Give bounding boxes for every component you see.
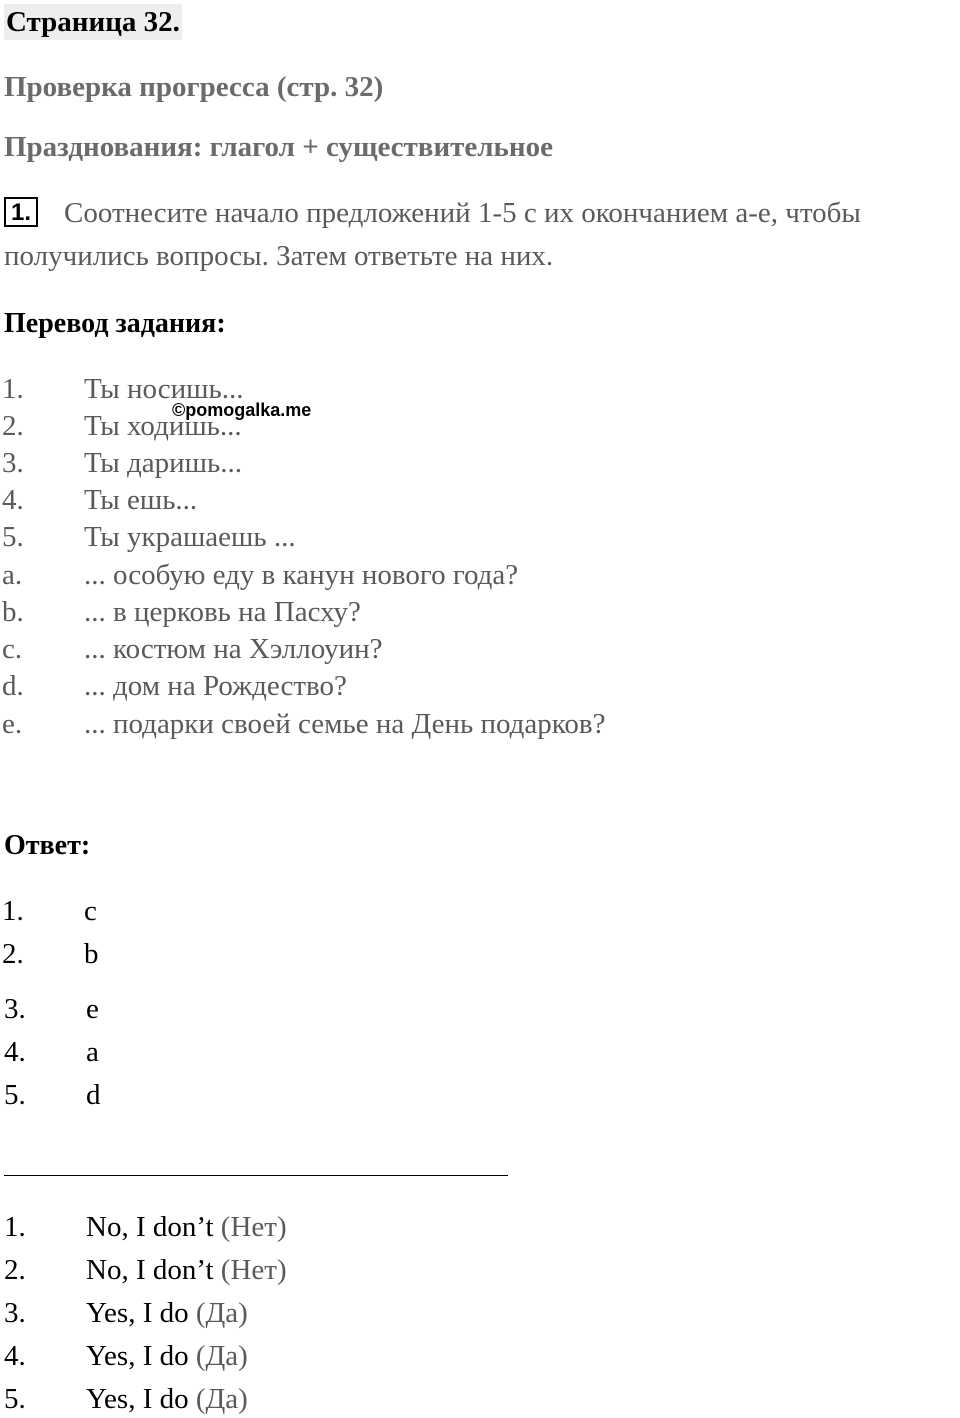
- item-text: ... костюм на Хэллоуин?: [84, 633, 383, 665]
- answer-text: Yes, I do: [86, 1340, 189, 1372]
- item-number: 1.: [4, 1211, 26, 1243]
- item-letter: d.: [2, 670, 24, 702]
- watermark: ©pomogalka.me: [172, 400, 312, 420]
- answer-letter: a: [86, 1036, 99, 1068]
- item-text: Ты ходишь...: [84, 410, 242, 442]
- answer-letter: c: [84, 895, 97, 927]
- answer-translation: (Да): [195, 1383, 248, 1415]
- task-instruction-line-1: Соотнесите начало предложений 1-5 с их окончанием a-e, чтобы: [64, 197, 861, 229]
- item-number: 4.: [4, 1340, 26, 1372]
- item-number: 1.: [2, 895, 24, 927]
- item-number: 1.: [2, 373, 24, 405]
- task-number-badge: 1.: [4, 197, 38, 227]
- item-text: ... особую еду в канун нового года?: [84, 559, 519, 591]
- answer-letter: d: [86, 1079, 101, 1111]
- page-title: Страница 32.: [6, 6, 180, 38]
- item-text: Ты даришь...: [84, 447, 242, 479]
- task-instruction-line-2: получились вопросы. Затем ответьте на них.: [4, 240, 554, 272]
- item-number: 3.: [4, 1297, 26, 1329]
- item-number: 2.: [2, 938, 24, 970]
- item-text: Ты носишь...: [84, 373, 244, 405]
- answer-text: No, I don’t: [86, 1254, 214, 1286]
- subsection-title: Празднования: глагол + существительное: [4, 131, 553, 163]
- item-letter: c.: [2, 633, 23, 665]
- answer-translation: (Нет): [220, 1254, 287, 1286]
- item-text: Ты украшаешь ...: [84, 521, 296, 553]
- item-number: 5.: [4, 1383, 26, 1415]
- item-number: 4.: [2, 484, 24, 516]
- answer-text: No, I don’t: [86, 1211, 214, 1243]
- answer-heading: Ответ:: [4, 830, 91, 861]
- item-number: 3.: [2, 447, 24, 479]
- answer-letter: b: [84, 938, 99, 970]
- answer-letter: e: [86, 993, 99, 1025]
- answer-translation: (Да): [195, 1340, 248, 1372]
- divider: [4, 1175, 508, 1176]
- item-number: 2.: [2, 410, 24, 442]
- item-number: 5.: [2, 521, 24, 553]
- item-letter: b.: [2, 596, 24, 628]
- item-text: ... подарки своей семье на День подарков?: [84, 708, 606, 740]
- translation-heading: Перевод задания:: [4, 308, 226, 339]
- answer-translation: (Да): [195, 1297, 248, 1329]
- answer-text: Yes, I do: [86, 1383, 189, 1415]
- item-text: Ты ешь...: [84, 484, 198, 516]
- answer-translation: (Нет): [220, 1211, 287, 1243]
- item-text: ... в церковь на Пасху?: [84, 596, 361, 628]
- section-title: Проверка прогресса (стр. 32): [4, 71, 384, 103]
- item-letter: e.: [2, 708, 23, 740]
- item-letter: a.: [2, 559, 23, 591]
- item-number: 2.: [4, 1254, 26, 1286]
- answer-text: Yes, I do: [86, 1297, 189, 1329]
- item-text: ... дом на Рождество?: [84, 670, 347, 702]
- item-number: 4.: [4, 1036, 26, 1068]
- item-number: 5.: [4, 1079, 26, 1111]
- item-number: 3.: [4, 993, 26, 1025]
